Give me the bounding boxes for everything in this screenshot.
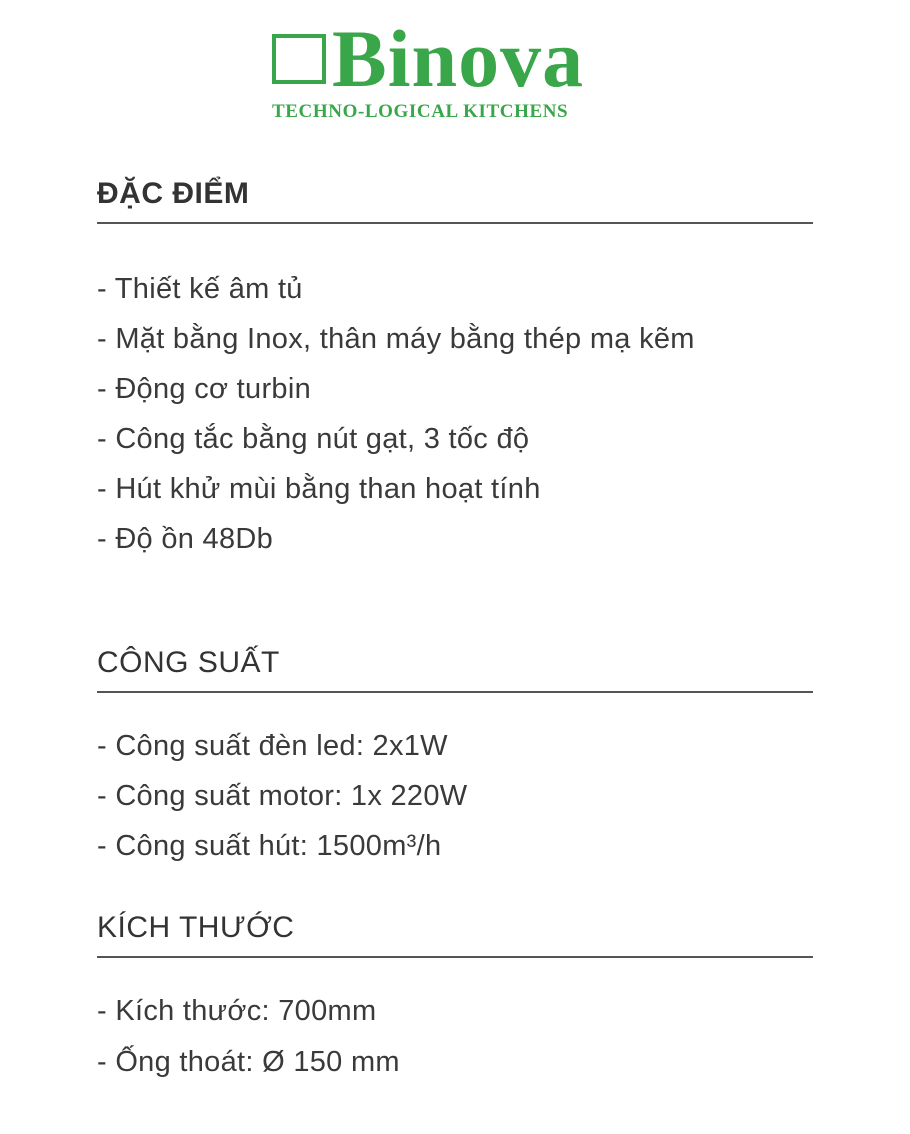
list-item: - Công suất hút: 1500m³/h (97, 830, 442, 862)
list-item: - Động cơ turbin (97, 373, 312, 405)
section-title: ĐẶC ĐIỂM (97, 176, 813, 224)
list-item: - Công tắc bằng nút gạt, 3 tốc độ (97, 423, 530, 455)
list-item: - Công suất đèn led: 2x1W (97, 730, 448, 762)
brand-name: Binova (332, 13, 585, 104)
list-item: - Hút khử mùi bằng than hoạt tính (97, 473, 541, 505)
list-item: - Mặt bằng Inox, thân máy bằng thép mạ kẽm (97, 323, 695, 355)
power-section (97, 645, 813, 871)
brand-tagline: TECHNO-LOGICAL KITCHENS (272, 101, 569, 122)
size-section (97, 910, 813, 1088)
section-title: KÍCH THƯỚC (97, 910, 813, 958)
features-list (97, 264, 813, 564)
features-section (97, 176, 813, 564)
list-item: - Độ ồn 48Db (97, 523, 274, 555)
list-item: - Ống thoát: Ø 150 mm (97, 1046, 400, 1078)
list-item: - Công suất motor: 1x 220W (97, 780, 468, 812)
brand-logo (272, 13, 622, 126)
size-list (97, 986, 813, 1088)
list-item: - Kích thước: 700mm (97, 995, 377, 1027)
section-title: CÔNG SUẤT (97, 645, 813, 693)
logo-square-icon (272, 34, 326, 84)
power-list (97, 721, 813, 871)
list-item: - Thiết kế âm tủ (97, 273, 303, 305)
